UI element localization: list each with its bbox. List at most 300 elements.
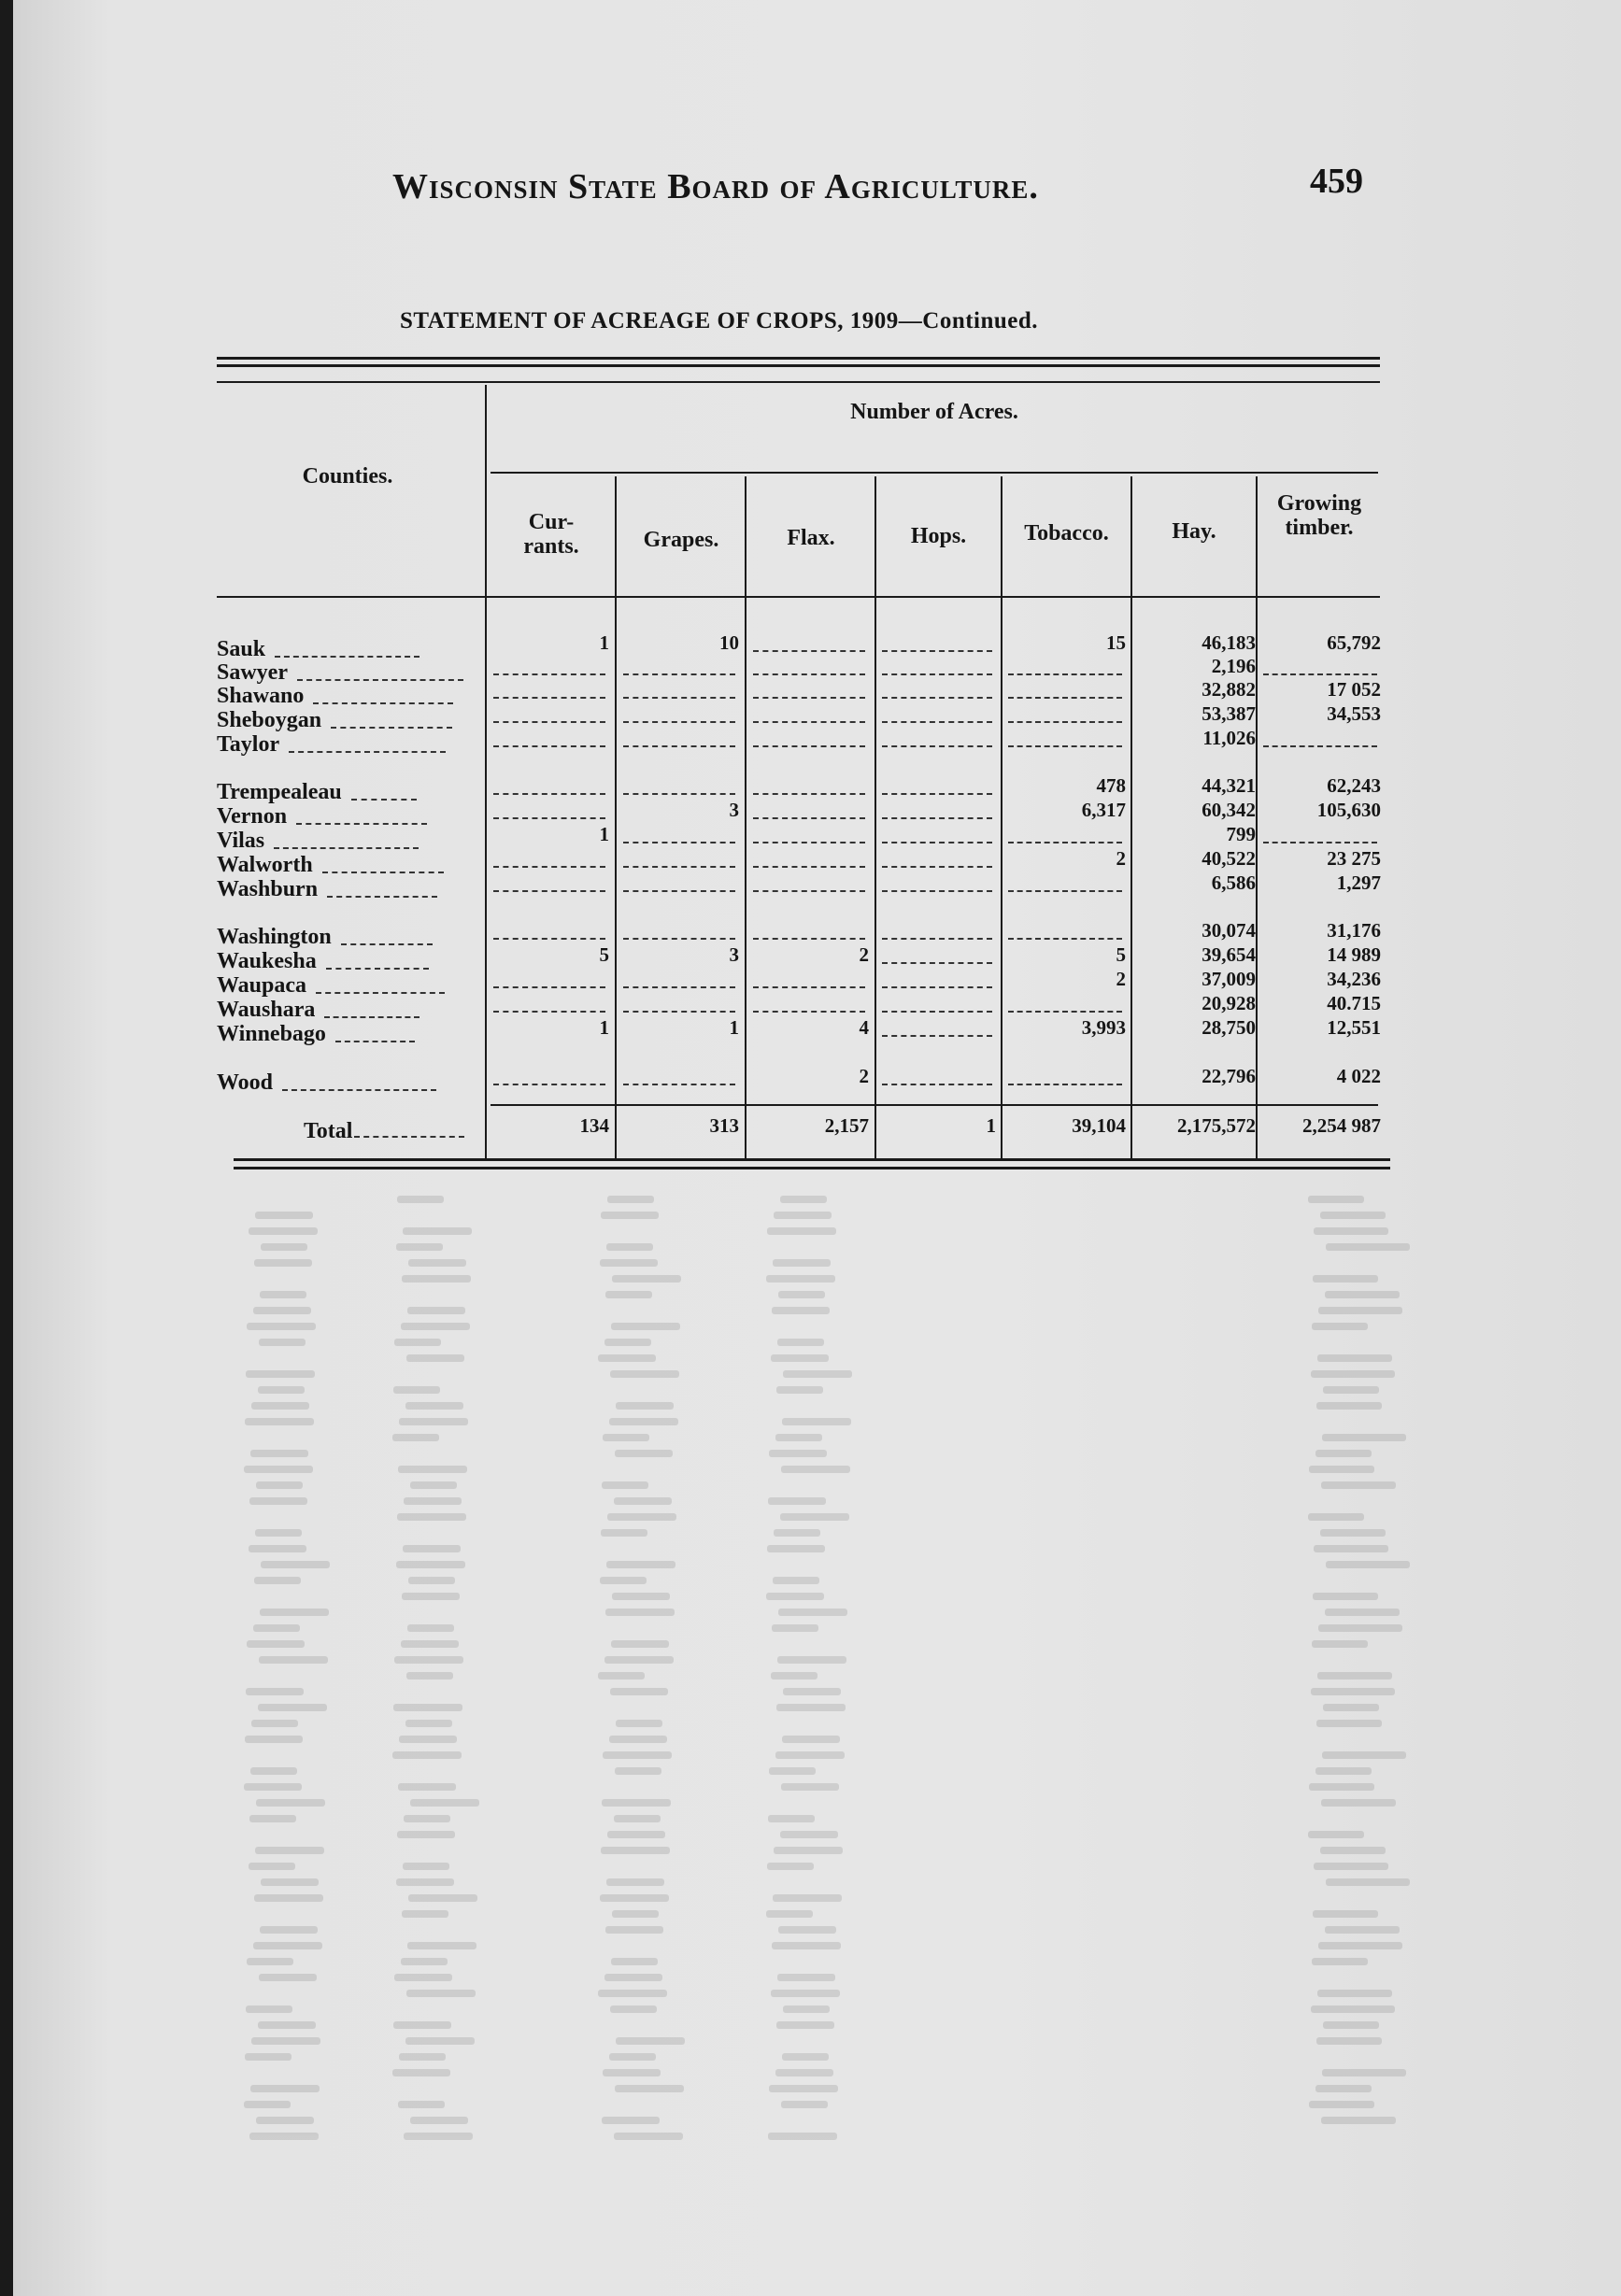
bleed-through-mark <box>615 2085 684 2092</box>
leader-dots <box>351 786 417 801</box>
cell-hay: 39,654 <box>1202 943 1256 966</box>
bleed-through-mark <box>1316 1720 1382 1727</box>
empty-cell-dash <box>882 1035 992 1037</box>
cell-tobacco: 2 <box>1116 847 1126 870</box>
bleed-through-mark <box>1311 1370 1395 1378</box>
total-row-rule <box>491 1104 1378 1106</box>
bleed-through-mark <box>773 1259 831 1267</box>
bleed-through-mark <box>773 1577 819 1584</box>
bleed-through-mark <box>1317 1354 1392 1362</box>
bleed-through-mark <box>1322 1751 1406 1759</box>
bleed-through-mark <box>766 1910 813 1918</box>
bleed-through-mark <box>1325 1609 1400 1616</box>
cell-grapes: 3 <box>729 799 739 821</box>
empty-cell-dash <box>753 793 865 795</box>
empty-cell-dash <box>753 721 865 723</box>
leader-dots <box>335 1028 415 1042</box>
empty-cell-dash <box>493 793 605 795</box>
bleed-through-mark <box>253 1307 311 1314</box>
cell-tobacco: 6,317 <box>1081 799 1126 821</box>
empty-cell-dash <box>882 673 992 675</box>
table-top-rule-1 <box>217 357 1380 360</box>
bleed-through-mark <box>614 2133 683 2140</box>
bleed-through-mark <box>1318 1942 1402 1949</box>
bleed-through-mark <box>611 1958 658 1965</box>
bleed-through-mark <box>598 1672 645 1679</box>
bleed-through-mark <box>781 1783 839 1791</box>
table-top-rule-3 <box>217 381 1380 383</box>
column-header-hops: Hops. <box>910 524 967 548</box>
empty-cell-dash <box>882 866 992 868</box>
bleed-through-mark <box>606 1561 675 1568</box>
bleed-through-mark <box>254 1894 323 1902</box>
bleed-through-mark <box>261 1561 330 1568</box>
bleed-through-mark <box>407 1307 465 1314</box>
empty-cell-dash <box>623 721 735 723</box>
table-top-rule-2 <box>217 364 1380 367</box>
bleed-through-mark <box>392 1434 439 1441</box>
bleed-through-mark <box>404 2133 473 2140</box>
bleed-through-mark <box>781 2101 828 2108</box>
empty-cell-dash <box>493 721 605 723</box>
bleed-through-mark <box>616 2037 685 2045</box>
leader-dots <box>322 858 444 873</box>
empty-cell-dash <box>493 938 605 940</box>
bleed-through-mark <box>254 1577 301 1584</box>
empty-cell-dash <box>882 650 992 652</box>
bleed-through-mark <box>1316 2037 1382 2045</box>
bleed-through-mark <box>397 1513 466 1521</box>
bleed-through-mark <box>1311 1688 1395 1695</box>
total-hay: 2,175,572 <box>1177 1114 1256 1137</box>
leader-dots <box>296 810 427 825</box>
bleed-through-mark <box>244 2101 291 2108</box>
county-row-label <box>217 973 488 998</box>
bleed-through-mark <box>766 1593 824 1600</box>
empty-cell-dash <box>1008 1084 1122 1085</box>
county-row-label <box>217 708 488 732</box>
bleed-through-mark <box>777 1974 835 1981</box>
table-title: STATEMENT OF ACREAGE OF CROPS, 1909—Continued. <box>400 308 1039 333</box>
empty-cell-dash <box>882 890 992 892</box>
bleed-through-mark <box>769 1767 816 1775</box>
bleed-through-mark <box>609 1418 678 1425</box>
bleed-through-mark <box>777 1339 824 1346</box>
bleed-through-mark <box>1311 2005 1395 2013</box>
bleed-through-mark <box>606 1243 653 1251</box>
empty-cell-dash <box>493 866 605 868</box>
group-header-acres: Number of Acres. <box>850 400 1018 424</box>
bleed-through-mark <box>610 1688 668 1695</box>
cell-grapes: 3 <box>729 943 739 966</box>
bleed-through-mark <box>249 1545 306 1552</box>
bleed-through-mark <box>609 1736 667 1743</box>
bleed-through-mark <box>404 1497 462 1505</box>
cell-timber: 1,297 <box>1336 872 1381 894</box>
bleed-through-mark <box>398 1783 456 1791</box>
county-name: Waukesha <box>217 949 317 973</box>
empty-cell-dash <box>882 962 992 964</box>
bleed-through-mark <box>249 1815 296 1822</box>
total-hops: 1 <box>986 1114 996 1137</box>
empty-cell-dash <box>1008 890 1122 892</box>
table-bottom-rule-2 <box>234 1167 1390 1169</box>
empty-cell-dash <box>493 1084 605 1085</box>
bleed-through-mark <box>1309 1466 1374 1473</box>
bleed-through-mark <box>407 1624 454 1632</box>
bleed-through-mark <box>602 2117 660 2124</box>
bleed-through-mark <box>775 2069 833 2076</box>
total-label-text: Total <box>304 1119 353 1143</box>
empty-cell-dash <box>882 793 992 795</box>
bleed-through-mark <box>410 1481 457 1489</box>
county-name: Washburn <box>217 877 319 901</box>
bleed-through-mark <box>771 1354 829 1362</box>
cell-timber: 40.715 <box>1327 992 1381 1014</box>
empty-cell-dash <box>493 745 605 747</box>
bleed-through-mark <box>405 1402 463 1410</box>
bleed-through-mark <box>251 1402 309 1410</box>
bleed-through-mark <box>403 1863 449 1870</box>
bleed-through-mark <box>772 1942 841 1949</box>
bleed-through-mark <box>774 1212 832 1219</box>
bleed-through-mark <box>251 2037 320 2045</box>
bleed-through-mark <box>610 2005 657 2013</box>
empty-cell-dash <box>493 986 605 988</box>
bleed-through-mark <box>1314 1227 1388 1235</box>
bleed-through-mark <box>247 1640 305 1648</box>
empty-cell-dash <box>1008 842 1122 843</box>
bleed-through-mark <box>771 1990 840 1997</box>
bleed-through-mark <box>774 1529 820 1537</box>
empty-cell-dash <box>753 866 865 868</box>
bleed-through-mark <box>782 1418 851 1425</box>
empty-cell-dash <box>882 721 992 723</box>
cell-hay: 46,183 <box>1202 631 1256 654</box>
county-name: Sawyer <box>217 660 288 685</box>
bleed-through-mark <box>612 1910 659 1918</box>
empty-cell-dash <box>882 697 992 699</box>
bleed-through-mark <box>1315 2085 1372 2092</box>
bleed-through-mark <box>253 1942 322 1949</box>
bleed-through-mark <box>598 1990 667 1997</box>
empty-cell-dash <box>623 938 735 940</box>
county-name: Taylor <box>217 732 280 757</box>
bleed-through-mark <box>610 1370 679 1378</box>
bleed-through-mark <box>778 1926 836 1934</box>
bleed-through-mark <box>245 1418 314 1425</box>
running-head: Wisconsin State Board of Agriculture. <box>392 167 1039 206</box>
cell-hay: 37,009 <box>1202 968 1256 990</box>
empty-cell-dash <box>753 745 865 747</box>
total-flax: 2,157 <box>824 1114 869 1137</box>
bleed-through-mark <box>1322 2069 1406 2076</box>
cell-flax: 2 <box>859 943 869 966</box>
bleed-through-mark <box>615 1450 673 1457</box>
bleed-through-mark <box>394 1974 452 1981</box>
bleed-through-mark <box>1320 1529 1386 1537</box>
bleed-through-mark <box>604 1339 651 1346</box>
cell-tobacco: 5 <box>1116 943 1126 966</box>
bleed-through-mark <box>600 1259 658 1267</box>
column-header-grapes: Grapes. <box>643 528 719 552</box>
cell-hay: 44,321 <box>1202 774 1256 797</box>
bleed-through-mark <box>1308 1196 1364 1203</box>
bleed-through-mark <box>397 1831 455 1838</box>
bleed-through-mark <box>600 1577 647 1584</box>
leader-dots <box>326 955 429 970</box>
bleed-through-mark <box>606 1878 664 1886</box>
cell-grapes: 10 <box>719 631 739 654</box>
county-row-label <box>217 804 488 829</box>
column-header-tobacco: Tobacco. <box>1024 521 1109 546</box>
bleed-through-mark <box>773 1894 842 1902</box>
bleed-through-mark <box>259 1974 317 1981</box>
cell-currants: 1 <box>599 631 609 654</box>
bleed-through-mark <box>1322 1434 1406 1441</box>
empty-cell-dash <box>1008 697 1122 699</box>
bleed-through-mark <box>611 1640 669 1648</box>
empty-cell-dash <box>882 986 992 988</box>
bleed-through-mark <box>408 1894 477 1902</box>
bleed-through-mark <box>607 1831 665 1838</box>
bleed-through-mark <box>614 1497 672 1505</box>
bleed-through-mark <box>255 1212 313 1219</box>
bleed-through-mark <box>398 2101 445 2108</box>
bleed-through-mark <box>1326 1243 1410 1251</box>
bleed-through-mark <box>601 1529 647 1537</box>
bleed-through-mark <box>776 1386 823 1394</box>
empty-cell-dash <box>753 817 865 819</box>
cell-timber: 14 989 <box>1327 943 1381 966</box>
bleed-through-mark <box>393 1386 440 1394</box>
table-bottom-rule-1 <box>234 1158 1390 1161</box>
bleed-through-mark <box>603 1751 672 1759</box>
empty-cell-dash <box>1263 673 1377 675</box>
bleed-through-mark <box>410 2117 468 2124</box>
header-bottom-rule <box>217 596 1380 598</box>
bleed-through-mark <box>256 1799 325 1807</box>
bleed-through-mark <box>250 1767 297 1775</box>
bleed-through-mark <box>602 1481 648 1489</box>
bleed-through-mark <box>401 1640 459 1648</box>
bleed-through-mark <box>1314 1545 1388 1552</box>
bleed-through-mark <box>780 1831 838 1838</box>
bleed-through-mark <box>768 1815 815 1822</box>
bleed-through-mark <box>393 2021 451 2029</box>
bleed-through-mark <box>611 1323 680 1330</box>
cell-tobacco: 2 <box>1116 968 1126 990</box>
total-tobacco: 39,104 <box>1072 1114 1126 1137</box>
cell-flax: 2 <box>859 1065 869 1087</box>
bleed-through-mark <box>405 1720 452 1727</box>
bleed-through-mark <box>260 1291 306 1298</box>
leader-dots <box>313 689 453 704</box>
empty-cell-dash <box>493 1011 605 1013</box>
cell-timber: 4 022 <box>1336 1065 1381 1087</box>
bleed-through-mark <box>1326 1561 1410 1568</box>
bleed-through-mark <box>1321 2117 1396 2124</box>
bleed-through-mark <box>405 2037 475 2045</box>
cell-currants: 1 <box>599 1016 609 1039</box>
bleed-through-mark <box>609 2053 656 2061</box>
column-header-flax: Flax. <box>787 526 835 550</box>
bleed-through-mark <box>1308 1831 1364 1838</box>
bleed-through-mark <box>776 2021 834 2029</box>
column-rule-2 <box>745 476 747 1160</box>
bleed-through-mark <box>402 1910 448 1918</box>
cell-tobacco: 478 <box>1096 774 1126 797</box>
bleed-through-mark <box>768 2133 837 2140</box>
bleed-through-mark <box>398 1466 467 1473</box>
bleed-through-mark <box>249 1863 295 1870</box>
total-grapes: 313 <box>709 1114 739 1137</box>
empty-cell-dash <box>623 986 735 988</box>
cell-hay: 60,342 <box>1202 799 1256 821</box>
bleed-through-mark <box>402 1275 471 1283</box>
county-row-label <box>217 853 488 877</box>
bleed-through-mark <box>1315 1767 1372 1775</box>
reverse-side-bleed-through <box>224 1196 1401 2176</box>
bleed-through-mark <box>1323 1386 1379 1394</box>
cell-hay: 20,928 <box>1202 992 1256 1014</box>
bleed-through-mark <box>772 1307 830 1314</box>
bleed-through-mark <box>603 2069 661 2076</box>
bleed-through-mark <box>256 1481 303 1489</box>
bleed-through-mark <box>397 1196 444 1203</box>
bleed-through-mark <box>260 1926 318 1934</box>
bleed-through-mark <box>598 1354 656 1362</box>
cell-timber: 17 052 <box>1327 678 1381 701</box>
total-leader-dots <box>354 1123 464 1138</box>
cell-hay: 22,796 <box>1202 1065 1256 1087</box>
cell-tobacco: 15 <box>1106 631 1126 654</box>
empty-cell-dash <box>623 1084 735 1085</box>
cell-hay: 53,387 <box>1202 702 1256 725</box>
empty-cell-dash <box>753 673 865 675</box>
bleed-through-mark <box>1313 1593 1378 1600</box>
bleed-through-mark <box>771 1672 818 1679</box>
cell-flax: 4 <box>859 1016 869 1039</box>
bleed-through-mark <box>780 1513 849 1521</box>
bleed-through-mark <box>1325 1291 1400 1298</box>
county-row-label <box>217 949 488 973</box>
empty-cell-dash <box>623 793 735 795</box>
cell-timber: 62,243 <box>1327 774 1381 797</box>
bleed-through-mark <box>1321 1481 1396 1489</box>
cell-currants: 1 <box>599 823 609 845</box>
empty-cell-dash <box>882 842 992 843</box>
bleed-through-mark <box>410 1799 479 1807</box>
bleed-through-mark <box>246 1688 304 1695</box>
bleed-through-mark <box>247 1323 316 1330</box>
cell-hay: 6,586 <box>1211 872 1256 894</box>
county-row-label <box>217 998 488 1022</box>
leader-dots <box>316 979 445 994</box>
empty-cell-dash <box>493 890 605 892</box>
leader-dots <box>341 930 433 945</box>
bleed-through-mark <box>250 2085 320 2092</box>
county-row-label <box>217 1070 488 1095</box>
bleed-through-mark <box>393 1704 462 1711</box>
leader-dots <box>275 643 419 658</box>
county-row-label <box>217 684 488 708</box>
bleed-through-mark <box>408 1259 466 1267</box>
bleed-through-mark <box>244 1783 302 1791</box>
county-name: Vilas <box>217 829 265 853</box>
county-name: Trempealeau <box>217 780 342 804</box>
empty-cell-dash <box>493 817 605 819</box>
bleed-through-mark <box>396 1878 454 1886</box>
bleed-through-mark <box>1312 1640 1368 1648</box>
bleed-through-mark <box>408 1577 455 1584</box>
cell-hay: 28,750 <box>1202 1016 1256 1039</box>
bleed-through-mark <box>605 1609 675 1616</box>
empty-cell-dash <box>753 986 865 988</box>
bleed-through-mark <box>781 1466 850 1473</box>
cell-hay: 40,522 <box>1202 847 1256 870</box>
cell-hay: 2,196 <box>1211 655 1256 677</box>
cell-hay: 30,074 <box>1202 919 1256 942</box>
bleed-through-mark <box>774 1847 843 1854</box>
empty-cell-dash <box>623 1011 735 1013</box>
bleed-through-mark <box>255 1529 302 1537</box>
empty-cell-dash <box>623 673 735 675</box>
bleed-through-mark <box>261 1878 319 1886</box>
bleed-through-mark <box>605 1291 652 1298</box>
bleed-through-mark <box>604 1656 674 1664</box>
bleed-through-mark <box>1317 1990 1392 1997</box>
bleed-through-mark <box>258 1704 327 1711</box>
bleed-through-mark <box>1313 1910 1378 1918</box>
bleed-through-mark <box>1312 1958 1368 1965</box>
empty-cell-dash <box>753 890 865 892</box>
bleed-through-mark <box>776 1704 846 1711</box>
bleed-through-mark <box>1316 1402 1382 1410</box>
total-currants: 134 <box>579 1114 609 1137</box>
empty-cell-dash <box>882 1011 992 1013</box>
bleed-through-mark <box>603 1434 649 1441</box>
bleed-through-mark <box>245 2053 291 2061</box>
bleed-through-mark <box>247 1958 293 1965</box>
bleed-through-mark <box>1308 1513 1364 1521</box>
cell-hay: 32,882 <box>1202 678 1256 701</box>
bleed-through-mark <box>777 1656 846 1664</box>
leader-dots <box>282 1076 436 1091</box>
bleed-through-mark <box>1318 1307 1402 1314</box>
bleed-through-mark <box>255 1847 324 1854</box>
cell-hay: 11,026 <box>1202 727 1256 749</box>
leader-dots <box>274 834 419 849</box>
bleed-through-mark <box>615 1767 661 1775</box>
empty-cell-dash <box>753 1011 865 1013</box>
cell-timber: 65,792 <box>1327 631 1381 654</box>
bleed-through-mark <box>394 1339 441 1346</box>
empty-cell-dash <box>623 745 735 747</box>
bleed-through-mark <box>404 1815 450 1822</box>
bleed-through-mark <box>259 1339 306 1346</box>
bleed-through-mark <box>1309 1783 1374 1791</box>
group-header-underline <box>491 472 1378 474</box>
empty-cell-dash <box>753 842 865 843</box>
leader-dots <box>324 1003 419 1018</box>
empty-cell-dash <box>1263 842 1377 843</box>
empty-cell-dash <box>493 697 605 699</box>
county-name: Sheboygan <box>217 708 322 732</box>
bleed-through-mark <box>251 1720 298 1727</box>
bleed-through-mark <box>1326 1878 1410 1886</box>
total-label <box>304 1119 464 1144</box>
